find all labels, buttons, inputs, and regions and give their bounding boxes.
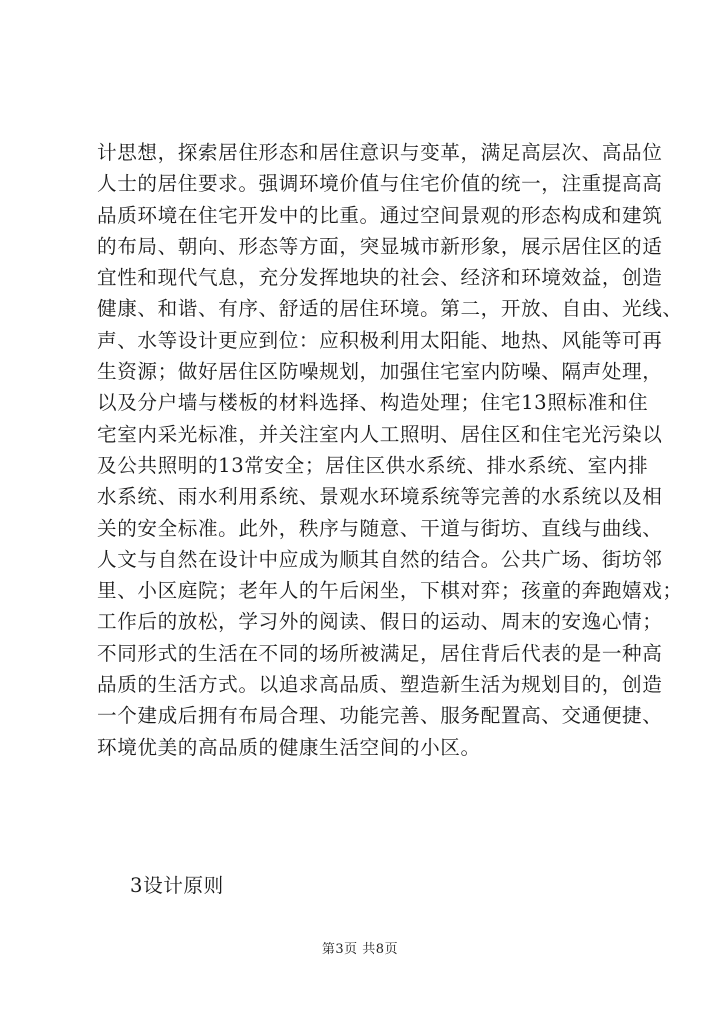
text-line: 宜性和现代气息，充分发挥地块的社会、经济和环境效益，创造 <box>97 266 663 290</box>
text-line: 水系统、雨水利用系统、景观水环境系统等完善的水系统以及相 <box>97 485 663 509</box>
text-line: 健康、和谐、有序、舒适的居住环境。第二，开放、自由、光线、 <box>97 297 683 321</box>
text-line: 宅室内采光标准，并关注室内人工照明、居住区和住宅光污染以 <box>97 422 663 446</box>
text-line: 以及分户墙与楼板的材料选择、构造处理；住宅13照标准和住 <box>97 391 649 415</box>
text-line: 及公共照明的13常安全；居住区供水系统、排水系统、室内排 <box>97 453 649 477</box>
text-line: 品质的生活方式。以追求高品质、塑造新生活为规划目的，创造 <box>97 673 663 697</box>
body-paragraph <box>97 137 683 763</box>
text-line: 计思想，探索居住形态和居住意识与变革，满足高层次、高品位 <box>97 141 663 164</box>
page-number-footer: 第3页 共8页 <box>321 942 399 957</box>
text-line: 品质环境在住宅开发中的比重。通过空间景观的形态构成和建筑 <box>97 203 663 227</box>
text-line: 不同形式的生活在不同的场所被满足，居住背后代表的是一种高 <box>97 641 663 665</box>
text-line: 关的安全标准。此外，秩序与随意、干道与街坊、直线与曲线、 <box>97 516 663 540</box>
text-line: 生资源；做好居住区防噪规划，加强住宅室内防噪、隔声处理， <box>97 360 663 384</box>
text-line: 人士的居住要求。强调环境价值与住宅价值的统一，注重提高高 <box>97 172 663 196</box>
text-line: 人文与自然在设计中应成为顺其自然的结合。公共广场、街坊邻 <box>97 547 663 571</box>
text-line: 一个建成后拥有布局合理、功能完善、服务配置高、交通便捷、 <box>97 704 663 728</box>
section-heading: 3设计原则 <box>130 874 224 897</box>
text-line: 里、小区庭院；老年人的午后闲坐，下棋对弈；孩童的奔跑嬉戏； <box>97 579 683 603</box>
text-line: 的布局、朝向、形态等方面，突显城市新形象，展示居住区的适 <box>97 234 663 258</box>
text-line: 声、水等设计更应到位：应积极利用太阳能、地热、风能等可再 <box>97 328 663 352</box>
text-line: 环境优美的高品质的健康生活空间的小区。 <box>97 735 481 759</box>
text-line: 工作后的放松，学习外的阅读、假日的运动、周末的安逸心情； <box>97 610 663 634</box>
